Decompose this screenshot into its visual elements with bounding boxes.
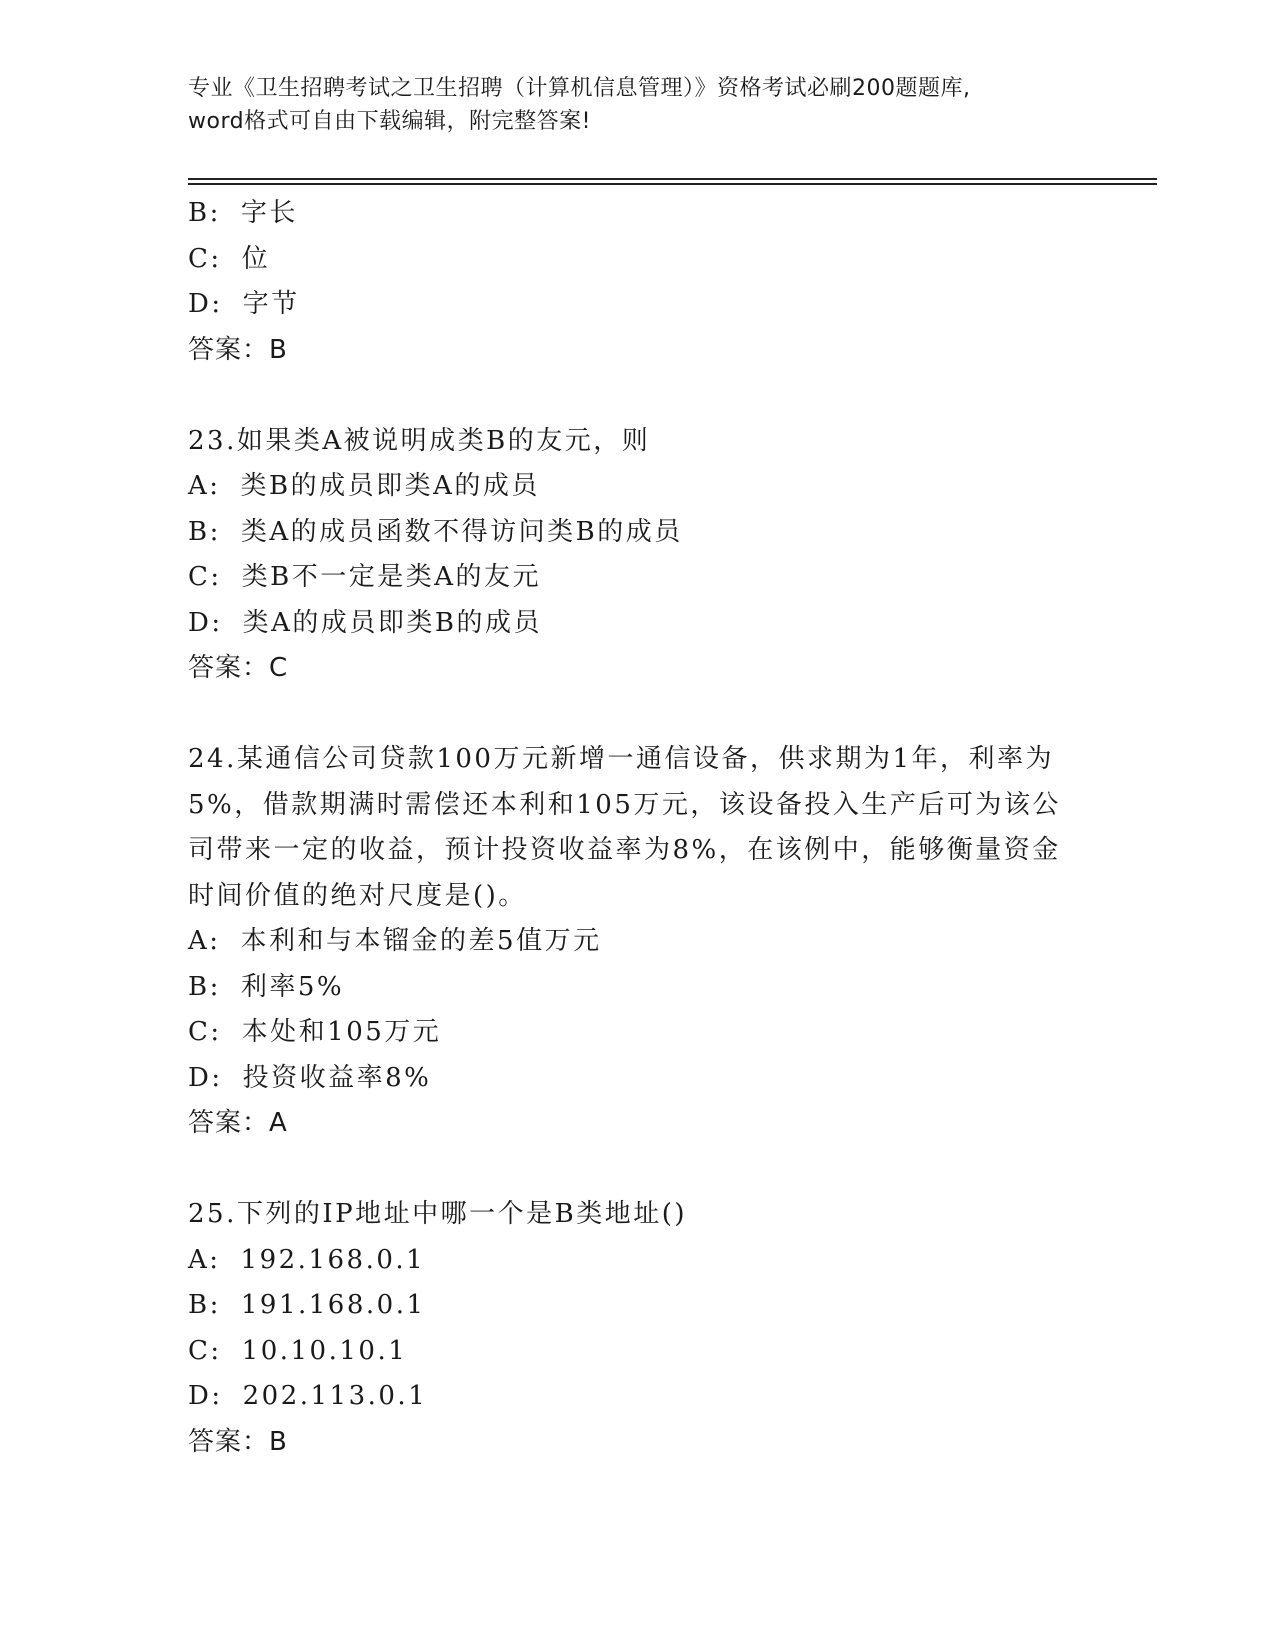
header-title-line-1: 专业《卫生招聘考试之卫生招聘（计算机信息管理）》资格考试必刷200题题库,	[188, 76, 971, 101]
option-key: D:	[188, 607, 223, 638]
question-stem-line-2: 5%，借款期满时需偿还本利和105万元，该设备投入生产后可为该公	[188, 789, 1061, 820]
question-stem: 25.下列的IP地址中哪一个是B类地址()	[188, 1199, 688, 1229]
option-text: 202.113.0.1	[242, 1381, 428, 1411]
question-25	[188, 1192, 1088, 1465]
question-22-continued	[188, 191, 1088, 373]
header-divider-top	[188, 178, 1157, 180]
option-text: 类B的成员即类A的成员	[240, 471, 540, 501]
option-key: A:	[188, 471, 221, 501]
option-c	[188, 237, 1088, 283]
option-key: B:	[188, 971, 221, 1002]
option-key: A:	[188, 926, 221, 956]
answer-line: 答案：A	[188, 1108, 288, 1138]
option-c	[188, 555, 1088, 601]
header-divider-bottom	[188, 183, 1157, 185]
question-stem-line-3: 司带来一定的收益，预计投资收益率为8%，在该例中，能够衡量资金	[188, 835, 1061, 865]
answer-line: 答案：B	[188, 334, 288, 365]
option-c	[188, 1010, 1088, 1056]
option-key: C:	[188, 1335, 222, 1366]
option-key: A:	[188, 1244, 221, 1275]
option-key: D:	[188, 1381, 223, 1411]
question-stem-line-1: 24.某通信公司贷款100万元新增一通信设备，供求期为1年，利率为	[188, 744, 1055, 774]
question-24	[188, 737, 1088, 1147]
option-d	[188, 1056, 1088, 1102]
option-a	[188, 1238, 1088, 1284]
option-key: B:	[188, 198, 221, 228]
answer-line: 答案：C	[188, 653, 289, 683]
option-a	[188, 464, 1088, 510]
question-23	[188, 419, 1088, 692]
option-d	[188, 1374, 1088, 1420]
option-text: 本处和105万元	[241, 1017, 442, 1047]
option-b	[188, 1283, 1088, 1329]
option-key: C:	[188, 243, 222, 274]
option-text: 10.10.10.1	[241, 1335, 408, 1366]
option-d	[188, 282, 1088, 328]
option-a	[188, 919, 1088, 965]
option-b	[188, 510, 1088, 556]
question-stem-line-4: 时间价值的绝对尺度是()。	[188, 880, 527, 911]
option-text: 利率5%	[240, 971, 345, 1002]
option-c	[188, 1329, 1088, 1375]
option-text: 类A的成员即类B的成员	[242, 607, 542, 638]
option-text: 192.168.0.1	[240, 1244, 426, 1275]
option-text: 类B不一定是类A的友元	[241, 562, 542, 592]
option-key: B:	[188, 1290, 221, 1320]
option-key: B:	[188, 516, 221, 547]
option-text: 191.168.0.1	[240, 1290, 426, 1320]
option-d	[188, 601, 1088, 647]
question-stem: 23.如果类A被说明成类B的友元，则	[188, 425, 651, 456]
option-text: 类A的成员函数不得访问类B的成员	[240, 516, 683, 547]
option-key: C:	[188, 1017, 222, 1047]
option-key: C:	[188, 562, 222, 592]
document-body	[188, 191, 1088, 1465]
option-text: 字长	[240, 198, 298, 228]
header-title-line-2: word格式可自由下载编辑，附完整答案!	[188, 109, 591, 134]
option-key: D:	[188, 289, 223, 319]
option-key: D:	[188, 1062, 223, 1093]
answer-line: 答案：B	[188, 1426, 288, 1457]
option-b	[188, 965, 1088, 1011]
option-text: 字节	[242, 289, 300, 319]
option-text: 投资收益率8%	[242, 1062, 432, 1093]
document-header	[188, 72, 1088, 138]
option-text: 位	[241, 243, 271, 274]
option-b	[188, 191, 1088, 237]
option-text: 本利和与本镏金的差5值万元	[240, 926, 602, 956]
